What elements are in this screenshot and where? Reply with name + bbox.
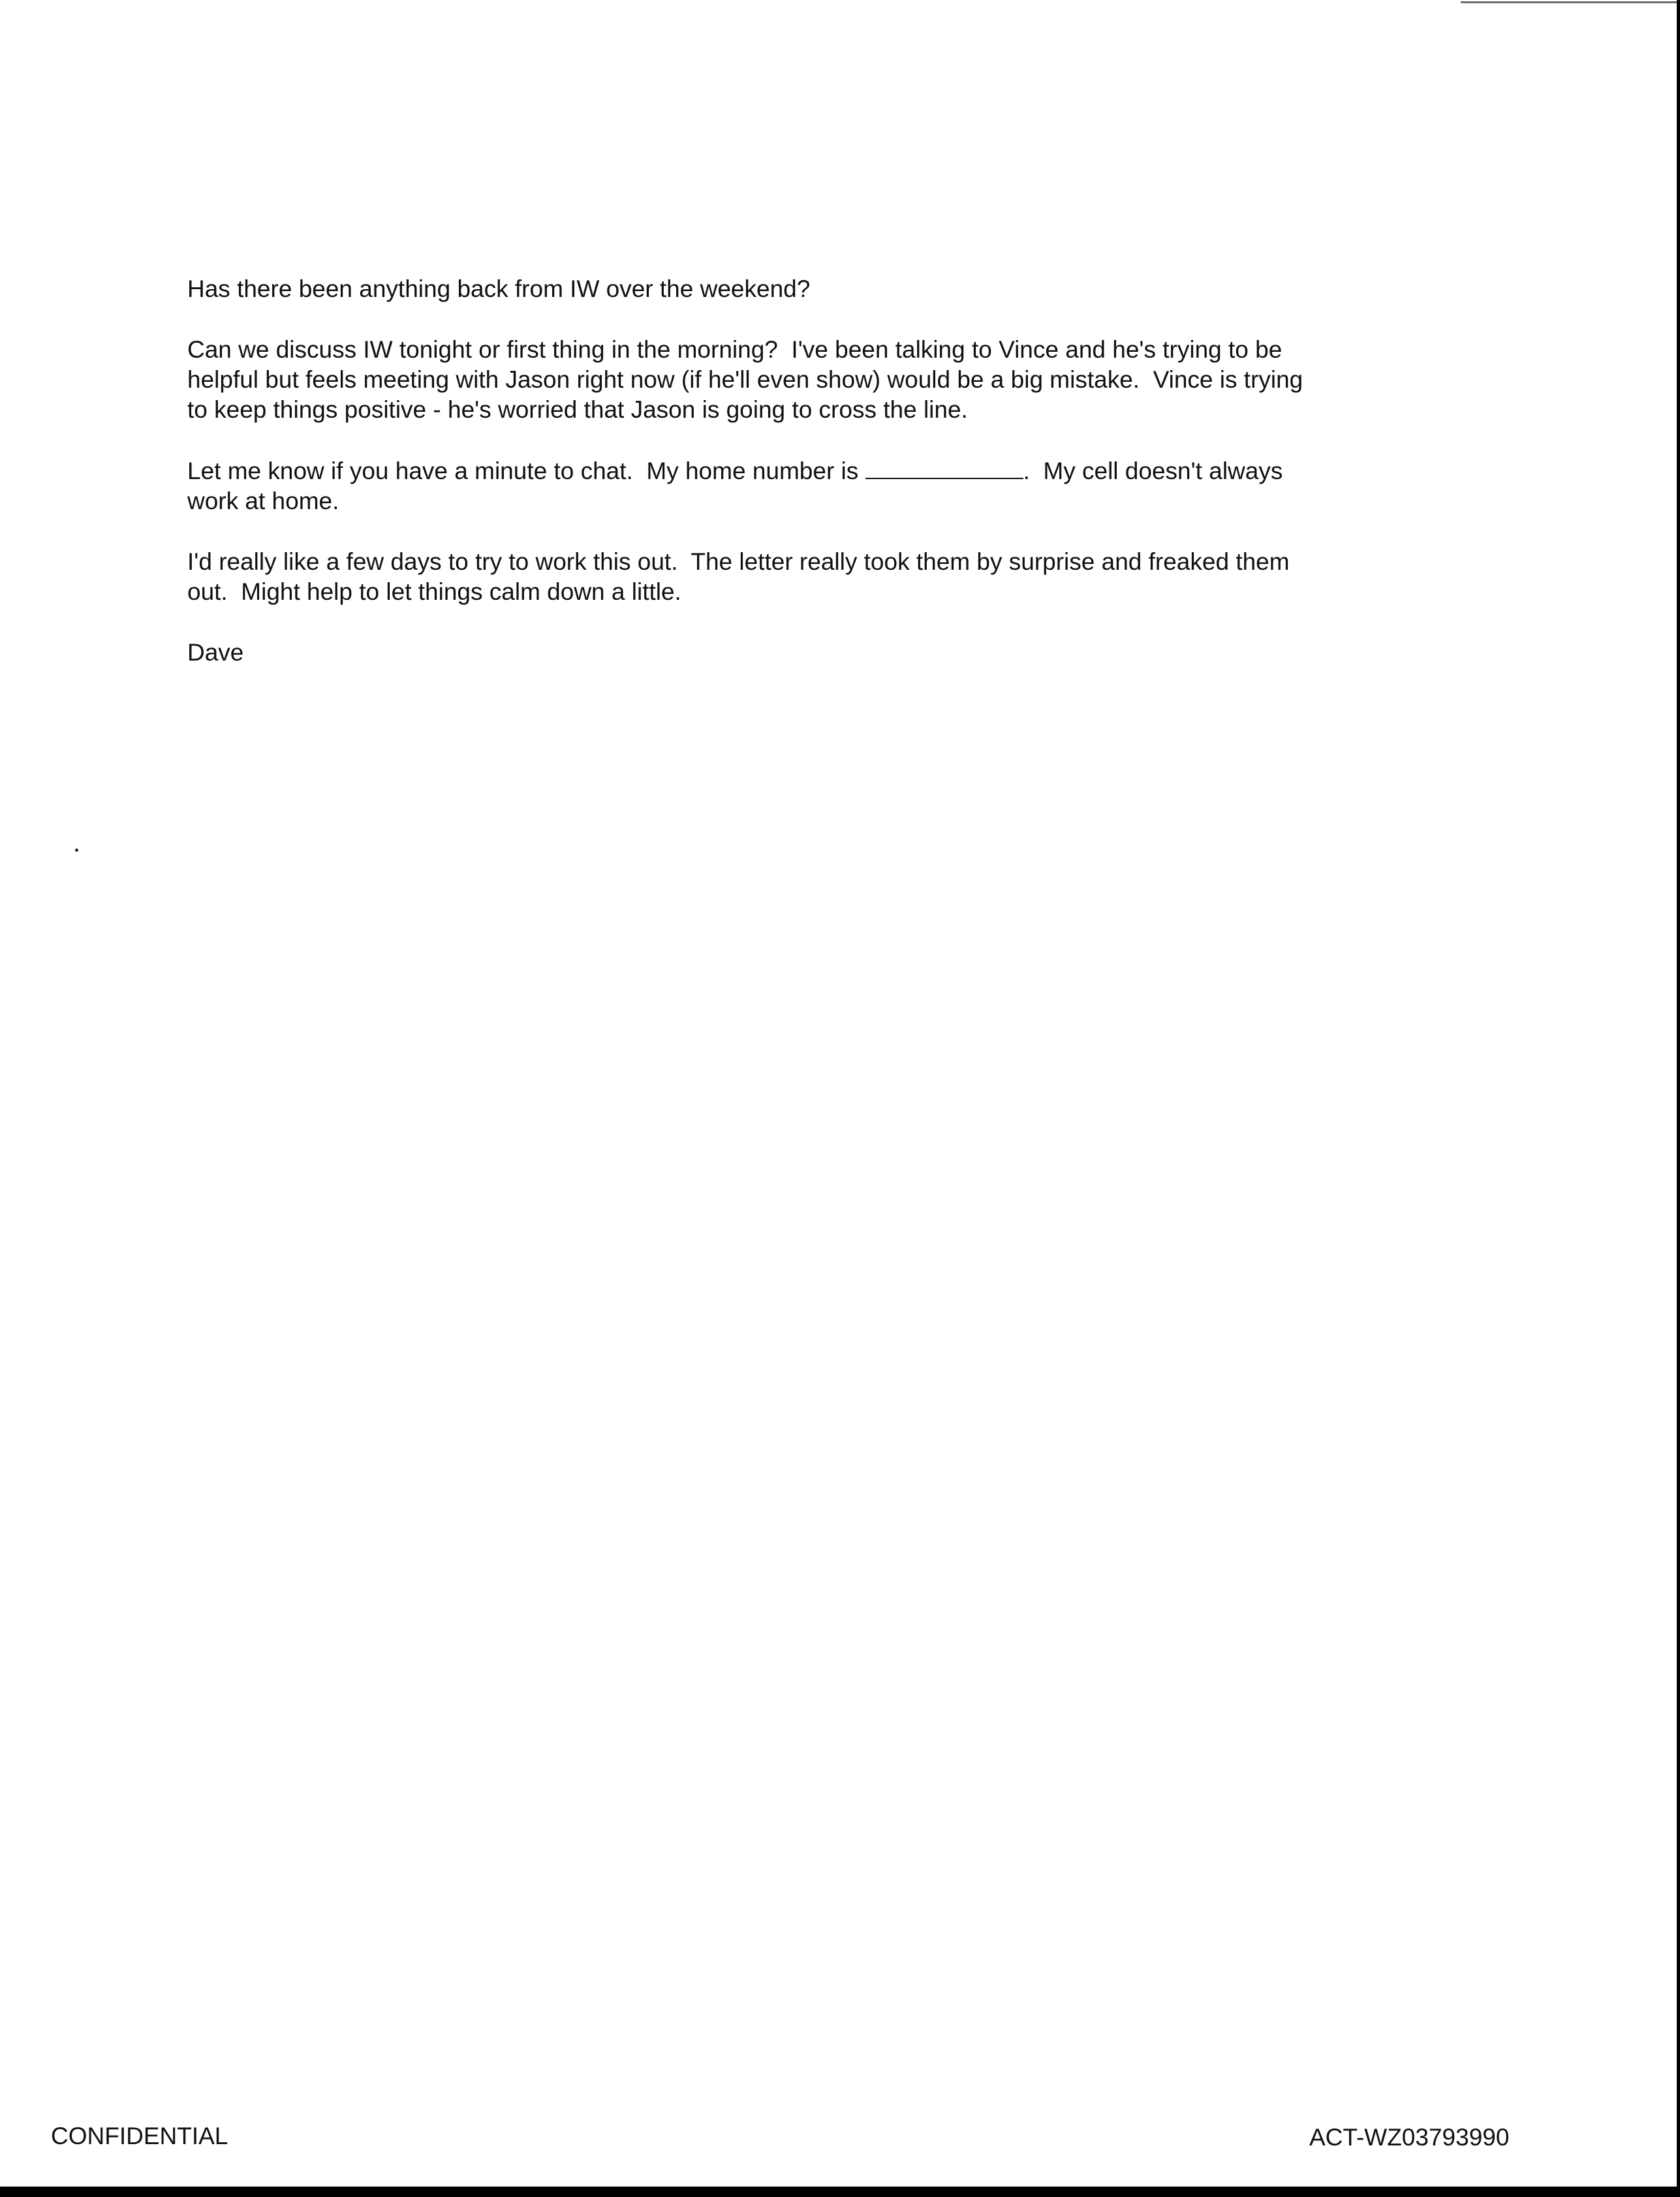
text-segment: . My cell doesn't always bbox=[1023, 458, 1283, 484]
email-body bbox=[187, 274, 1414, 698]
text-line: Has there been anything back from IW over the weekend? bbox=[187, 275, 811, 302]
email-paragraph bbox=[187, 456, 1414, 516]
text-line: work at home. bbox=[187, 488, 339, 514]
email-paragraph bbox=[187, 335, 1414, 425]
bates-number: ACT-WZ03793990 bbox=[1309, 2124, 1510, 2151]
text-line: I'd really like a few days to try to work this out. The letter really took them by surprise and freaked them bbox=[187, 548, 1290, 575]
scan-top-rule bbox=[1461, 1, 1680, 3]
signature-name: Dave bbox=[187, 639, 244, 666]
text-segment: Let me know if you have a minute to chat. My home number is bbox=[187, 458, 865, 484]
confidential-label: CONFIDENTIAL bbox=[51, 2123, 228, 2149]
redacted-phone-blank bbox=[865, 456, 1023, 479]
text-line: helpful but feels meeting with Jason right now (if he'll even show) would be a big mistake. Vince is trying bbox=[187, 366, 1303, 393]
email-paragraph bbox=[187, 547, 1414, 607]
scan-speck bbox=[75, 849, 78, 852]
text-line: Can we discuss IW tonight or first thing in the morning? I've been talking to Vince and he's trying to be bbox=[187, 336, 1283, 363]
scan-bottom-border bbox=[0, 2187, 1680, 2197]
email-signature bbox=[187, 638, 1414, 668]
text-line: out. Might help to let things calm down a little. bbox=[187, 578, 681, 605]
scan-right-border bbox=[1677, 0, 1680, 2197]
text-line bbox=[187, 456, 1414, 486]
email-paragraph bbox=[187, 274, 1414, 304]
text-line: to keep things positive - he's worried that Jason is going to cross the line. bbox=[187, 396, 968, 423]
